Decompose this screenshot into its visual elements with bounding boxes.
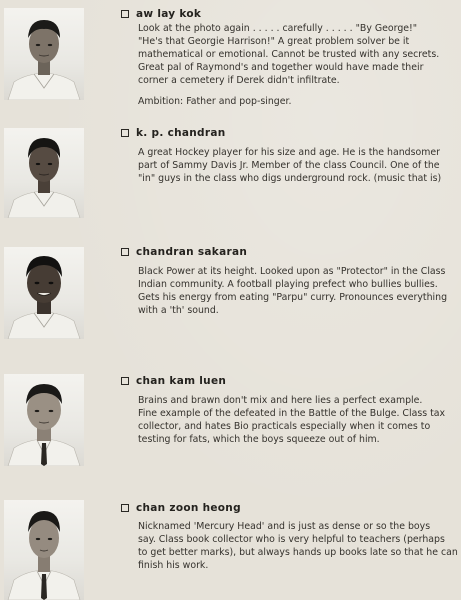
student-bio bbox=[138, 265, 454, 317]
bio-line: Brains and brawn don't mix and here lies a perfect example. bbox=[138, 395, 423, 406]
bio-line: A great Hockey player for his size and age. He is the handsomer bbox=[138, 147, 441, 158]
checkbox-icon bbox=[121, 504, 129, 512]
bio-line: "He's that Georgie Harrison!" A great problem solver be it bbox=[138, 36, 410, 47]
bio-line: Nicknamed 'Mercury Head' and is just as dense or so the boys bbox=[138, 521, 431, 532]
student-name: chandran sakaran bbox=[136, 246, 248, 258]
checkbox-icon bbox=[121, 129, 129, 137]
bio-line: Fine example of the defeated in the Battle of the Bulge. Class tax bbox=[138, 408, 446, 419]
bio-line: Great pal of Raymond's and together would have made their bbox=[138, 62, 424, 73]
student-name: k. p. chandran bbox=[136, 127, 226, 139]
student-bio bbox=[138, 146, 454, 185]
student-name: chan kam luen bbox=[136, 375, 227, 387]
student-photo bbox=[4, 247, 84, 339]
bio-line: Gets his energy from eating "Parpu" curry. Pronounces everything bbox=[138, 292, 448, 303]
student-bio bbox=[138, 394, 454, 446]
student-ambition: Ambition: Father and pop-singer. bbox=[138, 96, 292, 107]
bio-line: mathematical or emotional. Cannot be trusted with any secrets. bbox=[138, 49, 440, 60]
bio-line: with a 'th' sound. bbox=[138, 305, 219, 316]
student-bio bbox=[138, 520, 458, 572]
bio-line: Indian community. A football playing prefect who bullies bullies. bbox=[138, 279, 438, 290]
student-photo bbox=[4, 374, 84, 466]
bio-line: to get better marks), but always hands up books late so that he can bbox=[138, 547, 458, 558]
student-photo bbox=[4, 500, 84, 600]
student-name-row bbox=[121, 125, 226, 141]
bio-line: part of Sammy Davis Jr. Member of the class Council. One of the bbox=[138, 160, 440, 171]
bio-line: Look at the photo again . . . . . carefully . . . . . "By George!" bbox=[138, 23, 418, 34]
student-name-row bbox=[121, 244, 247, 260]
student-photo bbox=[4, 8, 84, 100]
student-name-row bbox=[121, 6, 201, 22]
student-bio bbox=[138, 22, 454, 87]
bio-line: testing for fats, which the boys squeeze out of him. bbox=[138, 434, 380, 445]
student-name-row bbox=[121, 500, 241, 516]
student-name: chan zoon heong bbox=[136, 502, 241, 514]
student-photo bbox=[4, 128, 84, 218]
bio-line: "in" guys in the class who digs underground rock. (music that is) bbox=[138, 173, 442, 184]
student-name: aw lay kok bbox=[136, 8, 202, 20]
bio-line: collector, and hates Bio practicals especially when it comes to bbox=[138, 421, 431, 432]
bio-line: finish his work. bbox=[138, 560, 209, 571]
checkbox-icon bbox=[121, 377, 129, 385]
student-name-row bbox=[121, 373, 226, 389]
checkbox-icon bbox=[121, 248, 129, 256]
bio-line: corner a cemetery if Derek didn't infiltrate. bbox=[138, 75, 340, 86]
bio-line: say. Class book collector who is very helpful to teachers (perhaps bbox=[138, 534, 445, 545]
bio-line: Black Power at its height. Looked upon as "Protector" in the Class bbox=[138, 266, 446, 277]
checkbox-icon bbox=[121, 10, 129, 18]
